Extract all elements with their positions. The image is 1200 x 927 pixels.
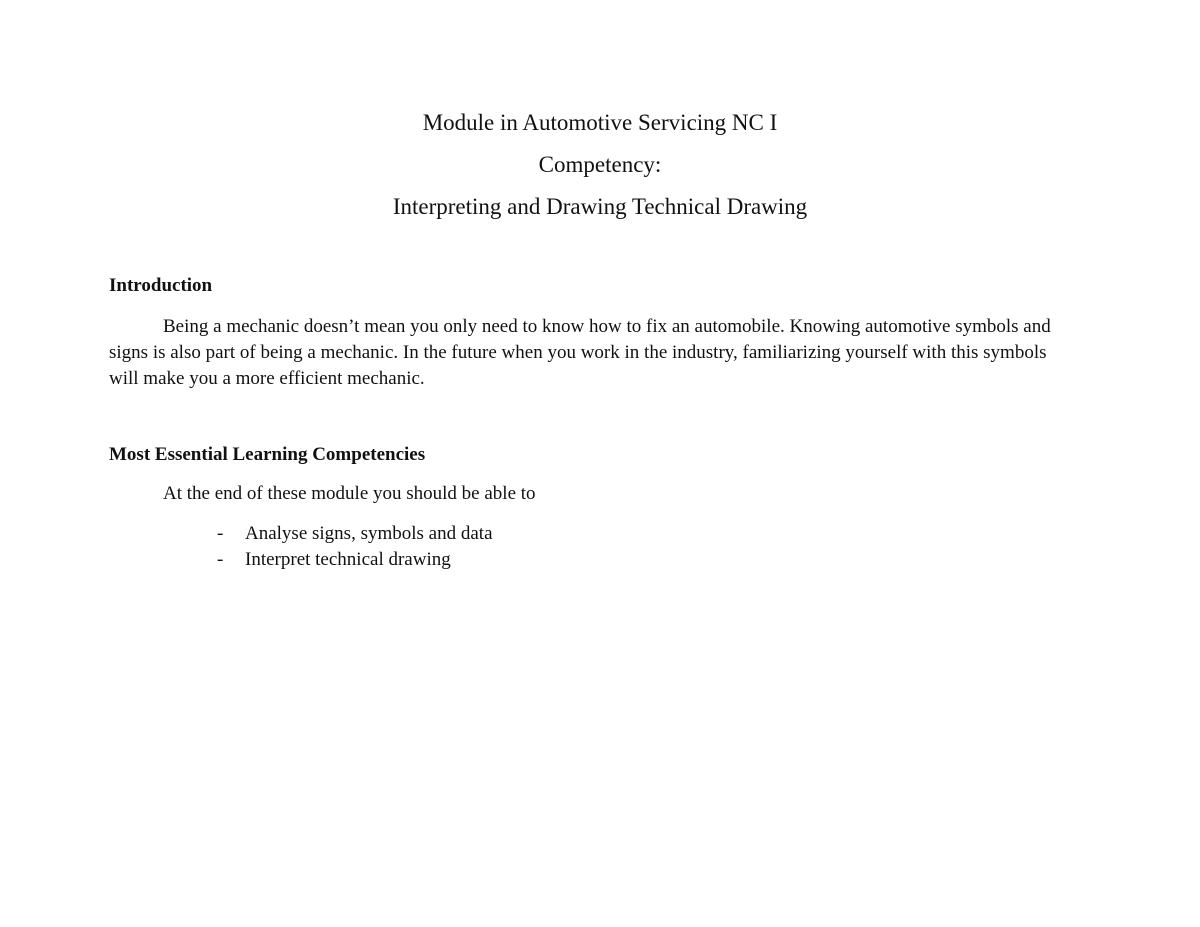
dash-marker: -	[217, 549, 224, 570]
section-spacer	[109, 392, 1069, 443]
competency-label: Competency:	[538, 152, 662, 177]
document-body	[109, 274, 1069, 573]
list-item-text: Interpret technical drawing	[245, 549, 451, 570]
competencies-list	[109, 521, 1069, 573]
competencies-lead: At the end of these module you should be able to	[163, 483, 536, 504]
competencies-heading: Most Essential Learning Competencies	[109, 444, 426, 465]
module-title: Module in Automotive Servicing NC I	[422, 110, 778, 135]
list-item	[217, 547, 1069, 573]
title-block	[0, 109, 1200, 235]
introduction-heading: Introduction	[109, 275, 213, 296]
competency-title: Interpreting and Drawing Technical Drawing	[392, 194, 808, 219]
list-item	[217, 521, 1069, 547]
list-item-text: Analyse signs, symbols and data	[245, 523, 493, 544]
introduction-paragraph: Being a mechanic doesn’t mean you only need to know how to fix an automobile. Knowing automotive symbols and signs is also part of being a mechanic. In the future when you work in the industry, familiarizing yourself with this symbols will make you a more efficient mechanic.	[109, 316, 1051, 389]
dash-marker: -	[217, 523, 224, 544]
